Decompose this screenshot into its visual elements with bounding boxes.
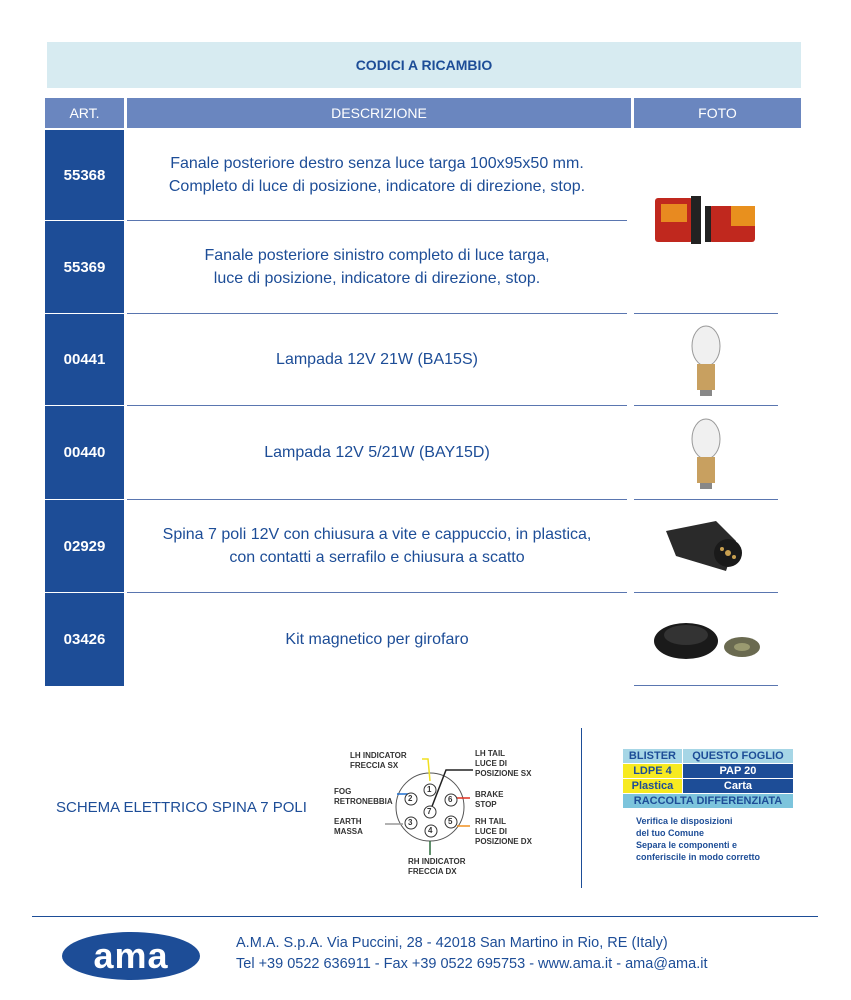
description: Lampada 12V 21W (BA15S) xyxy=(127,314,627,406)
label-pin-2: FOG RETRONEBBIA xyxy=(334,787,393,806)
footer-contacts: Tel +39 0522 636911 - Fax +39 0522 695753 - www.ama.it - ama@ama.it xyxy=(236,956,708,972)
pin-number: 3 xyxy=(408,818,413,827)
ama-logo: ama xyxy=(62,932,200,980)
description: Spina 7 poli 12V con chiusura a vite e cappuccio, in plastica, con contatti a serrafilo e chiusura a scatto xyxy=(127,500,627,593)
art-code: 55368 xyxy=(45,130,124,221)
recycling-label xyxy=(622,748,794,863)
pin-number: 1 xyxy=(427,785,432,794)
description: Fanale posteriore destro senza luce targa 100x95x50 mm. Completo di luce di posizione, indicatore di direzione, stop. xyxy=(127,130,627,221)
label-pin-3: EARTH MASSA xyxy=(334,817,363,836)
label-pin-4: RH INDICATOR FRECCIA DX xyxy=(408,857,466,876)
rec-blister: BLISTER xyxy=(623,749,683,764)
description: Kit magnetico per girofaro xyxy=(285,631,469,648)
label-pin-6: BRAKE STOP xyxy=(475,790,504,809)
rec-questo-foglio: QUESTO FOGLIO xyxy=(682,749,793,764)
photo-bulb-ba15s xyxy=(634,314,778,406)
pin-number: 7 xyxy=(427,807,432,816)
wiring-diagram xyxy=(330,745,570,885)
photo-plug-7-pin xyxy=(634,500,778,593)
art-code: 03426 xyxy=(45,593,124,686)
label-pin-7: LH TAIL LUCE DI POSIZIONE SX xyxy=(475,749,532,778)
schema-title: SCHEMA ELETTRICO SPINA 7 POLI xyxy=(56,799,307,816)
rec-pap: PAP 20 xyxy=(682,764,793,779)
rec-plastica: Plastica xyxy=(623,779,683,794)
pin-number: 2 xyxy=(408,794,413,803)
header-descrizione: DESCRIZIONE xyxy=(127,98,631,128)
label-pin-1: LH INDICATOR FRECCIA SX xyxy=(350,751,407,770)
recycling-note: Verifica le disposizioni del tuo Comune Separa le componenti e conferiscile in modo corretto xyxy=(636,816,761,862)
divider xyxy=(581,728,582,888)
header-foto: FOTO xyxy=(634,98,801,128)
description: Fanale posteriore sinistro completo di luce targa, luce di posizione, indicatore di direzione, stop. xyxy=(127,221,627,314)
rec-raccolta: RACCOLTA DIFFERENZIATA xyxy=(623,794,794,809)
art-code: 00441 xyxy=(45,314,124,406)
header-art: ART. xyxy=(45,98,124,128)
art-code: 55369 xyxy=(45,221,124,314)
pin-number: 6 xyxy=(448,795,453,804)
pin-number: 5 xyxy=(448,817,453,826)
photo-tail-lights xyxy=(634,130,778,314)
art-code: 00440 xyxy=(45,406,124,500)
label-pin-5: RH TAIL LUCE DI POSIZIONE DX xyxy=(475,817,532,846)
pin-number: 4 xyxy=(428,826,433,835)
section-title: CODICI A RICAMBIO xyxy=(47,42,801,88)
footer-address: A.M.A. S.p.A. Via Puccini, 28 - 42018 San Martino in Rio, RE (Italy) xyxy=(236,935,668,951)
photo-magnetic-kit xyxy=(634,593,778,686)
rec-carta: Carta xyxy=(682,779,793,794)
rec-ldpe: LDPE 4 xyxy=(623,764,683,779)
photo-bulb-bay15d xyxy=(634,406,778,500)
footer-divider xyxy=(32,916,818,917)
description: Lampada 12V 5/21W (BAY15D) xyxy=(127,406,627,500)
art-code: 02929 xyxy=(45,500,124,593)
